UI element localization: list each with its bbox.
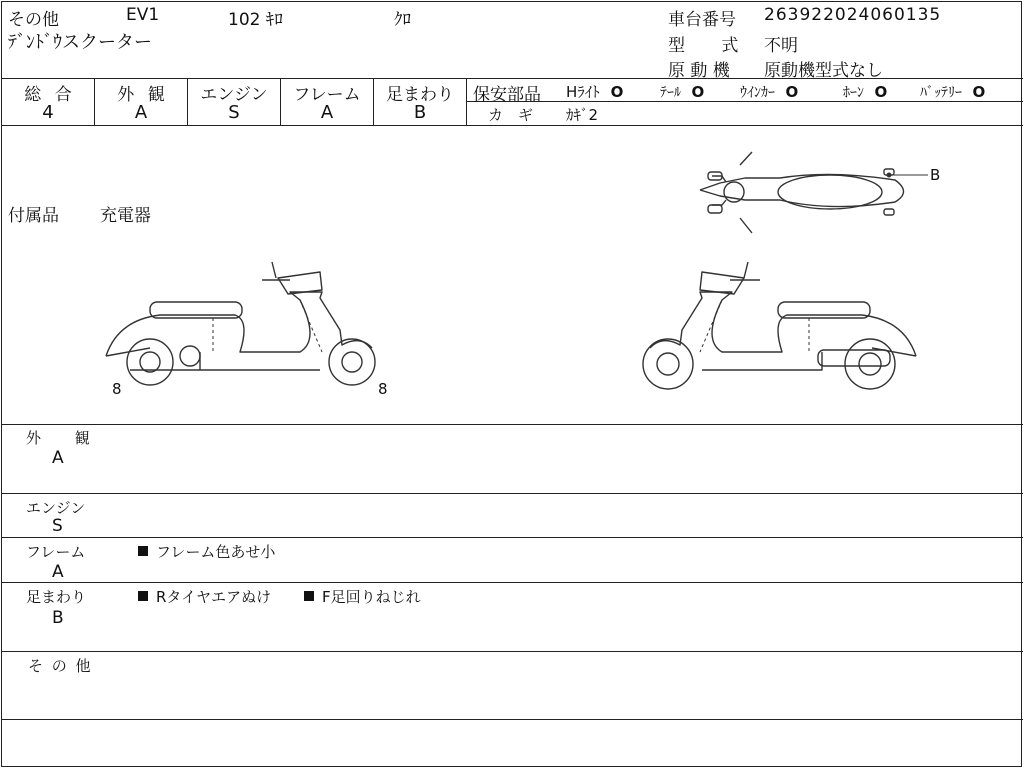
rating-value-suspension: B	[413, 102, 427, 123]
accessory-value: 充電器	[100, 206, 151, 226]
rating-label-overall: 総 合	[24, 85, 72, 105]
bullet-square-icon	[304, 591, 314, 601]
section-label-frame: フレーム	[26, 543, 86, 561]
divider	[1, 582, 1023, 583]
safety-item-mark: O	[785, 83, 799, 101]
safety-label: 保安部品	[473, 85, 541, 105]
safety-item-mark: O	[874, 83, 888, 101]
section-label-other: そ の 他	[28, 657, 91, 675]
rating-value-exterior: A	[134, 102, 148, 123]
section-label-exterior: 外 観	[26, 429, 90, 447]
safety-item-mark: O	[972, 83, 986, 101]
section-label-suspension: 足まわり	[26, 588, 87, 606]
note-text: フレーム色あせ小	[156, 543, 276, 561]
rating-label-engine: エンジン	[200, 85, 268, 105]
safety-item-name: ﾃｰﾙ	[660, 85, 681, 101]
divider	[1, 537, 1023, 538]
rating-label-suspension: 足まわり	[386, 85, 454, 105]
safety-item-mark: O	[691, 83, 705, 101]
top-marker-label: B	[930, 166, 941, 184]
rear-tire-label: 8	[378, 380, 388, 398]
chassis-label: 車台番号	[668, 10, 736, 30]
bullet-square-icon	[138, 591, 148, 601]
frame-note	[138, 541, 275, 562]
rating-label-frame: フレーム	[293, 85, 361, 105]
color: ｸﾛ	[394, 10, 411, 30]
section-grade-suspension: B	[52, 608, 64, 628]
rating-value-overall: 4	[42, 102, 54, 123]
type-label: 型 式	[668, 36, 739, 56]
scooter-left-view-icon	[106, 262, 375, 385]
rating-label-exterior: 外 観	[117, 85, 165, 105]
rating-value-frame: A	[320, 102, 334, 123]
type-value: 不明	[764, 36, 798, 56]
scooter-top-view-icon	[700, 152, 928, 233]
vehicle-name: ﾃﾞﾝﾄﾞｳスクーター	[8, 32, 152, 53]
bullet-square-icon	[138, 546, 148, 556]
engine-label: 原 動 機	[668, 61, 730, 81]
rating-value-engine: S	[228, 102, 240, 123]
safety-item-mark: O	[610, 83, 624, 101]
safety-item-name: ﾎｰﾝ	[843, 85, 864, 101]
category: その他	[8, 10, 59, 30]
divider	[1, 493, 1023, 494]
divider	[1, 651, 1023, 652]
safety-item-name: ﾊﾞｯﾃﾘｰ	[920, 85, 962, 101]
safety-item-name: ｳｲﾝｶｰ	[740, 85, 775, 101]
note-text: F足回りねじれ	[322, 588, 421, 606]
model-code: EV1	[126, 5, 160, 25]
suspension-note-2	[304, 586, 421, 607]
chassis-value: 263922024060135	[764, 5, 942, 25]
engine-value: 原動機型式なし	[764, 61, 883, 81]
divider	[1, 719, 1023, 720]
note-text: Rタイヤエアぬけ	[156, 588, 272, 606]
displacement: 102 ｷﾛ	[228, 10, 283, 30]
safety-item-name: Hﾗｲﾄ	[566, 83, 600, 101]
section-grade-engine: S	[52, 516, 63, 536]
key-label: カ ギ	[488, 106, 534, 124]
section-grade-frame: A	[52, 562, 64, 582]
section-grade-exterior: A	[52, 448, 64, 468]
scooter-right-view-icon	[643, 262, 916, 389]
key-value: ｶｷﾞ2	[566, 106, 599, 124]
section-label-engine: エンジン	[26, 499, 86, 517]
accessory-label: 付属品	[8, 206, 59, 226]
suspension-note-1	[138, 586, 271, 607]
front-tire-label: 8	[112, 380, 122, 398]
